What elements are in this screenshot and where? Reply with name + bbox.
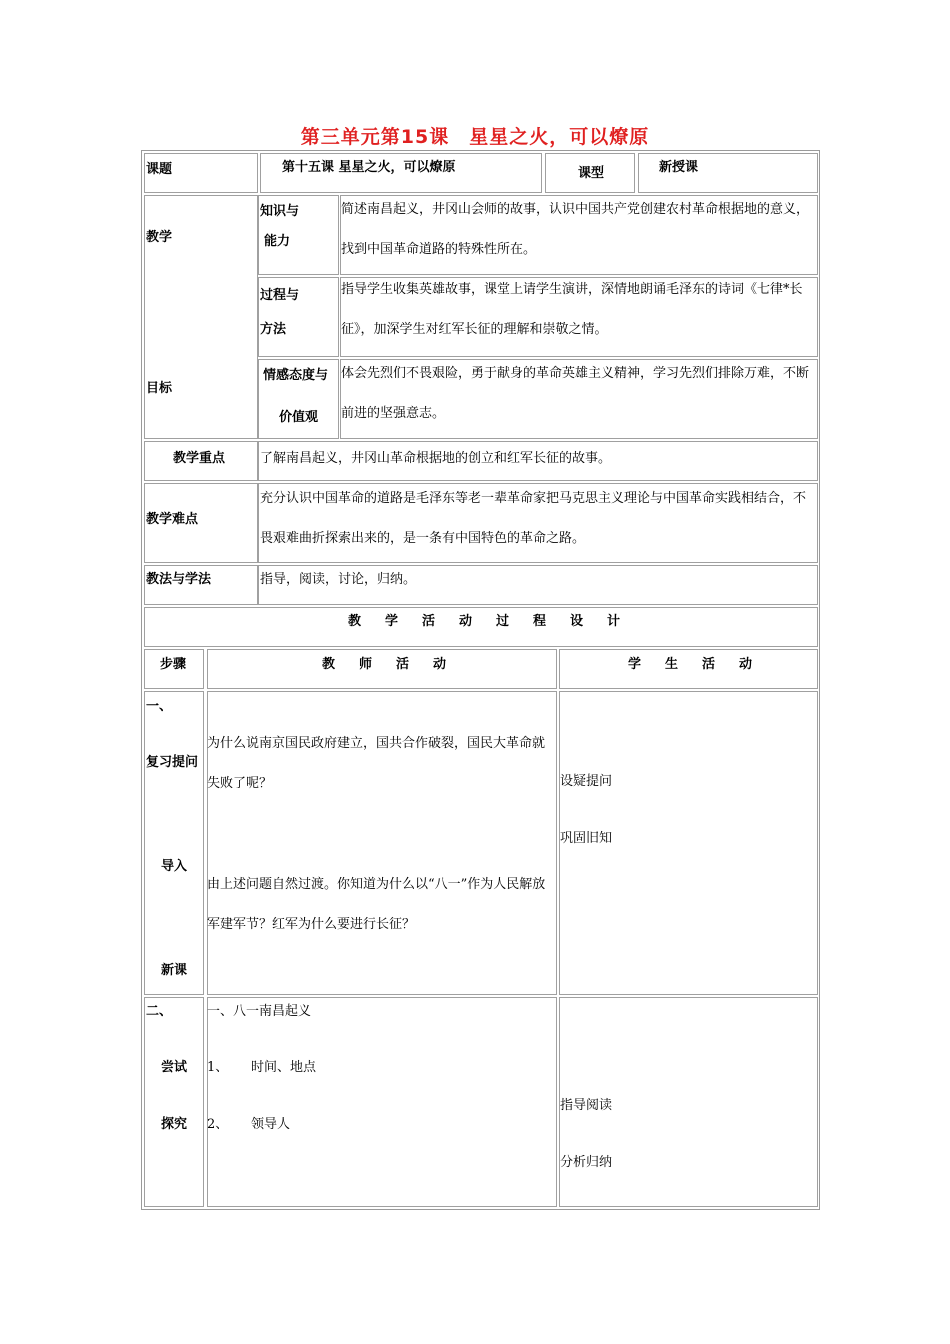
- step2-teacher-head: 一、八一南昌起义: [207, 1004, 312, 1019]
- step2-name-1: 尝试: [161, 1060, 188, 1075]
- goal-knowledge-label-1: 知识与: [260, 204, 300, 219]
- step2-item1-num: 1、: [207, 1060, 229, 1075]
- step1-name-3: 新课: [161, 963, 188, 978]
- step1-student-2: 巩固旧知: [560, 831, 613, 846]
- goals-label-top: 教学: [146, 230, 173, 245]
- step2-name-cell: [144, 997, 204, 1207]
- step1-teacher-q1: 为什么说南京国民政府建立，国共合作破裂，国民大革命就失败了呢？: [207, 736, 546, 791]
- type-label: 课型: [578, 166, 605, 181]
- goal-process-label-2: 方法: [260, 322, 287, 337]
- step2-num: 二、: [146, 1004, 173, 1019]
- difficulties-label: 教学难点: [146, 512, 199, 527]
- step1-student-1: 设疑提问: [560, 774, 613, 789]
- col-student-label: 学生活动: [628, 657, 777, 672]
- goal-knowledge-text: 简述南昌起义，井冈山会师的故事，认识中国共产党创建农村革命根据地的意义，找到中国革命道路的特殊性所在。: [341, 202, 810, 257]
- process-heading: 教学活动过程设计: [348, 614, 645, 629]
- step1-name-1: 复习提问: [146, 755, 199, 770]
- methods-text: 指导，阅读，讨论，归纳。: [260, 572, 417, 587]
- goal-attitude-label-1: 情感态度与: [263, 368, 329, 383]
- step2-name-2: 探究: [161, 1117, 188, 1132]
- step2-student-1: 指导阅读: [560, 1098, 613, 1113]
- step2-item2-num: 2、: [207, 1117, 229, 1132]
- goal-attitude-label-2: 价值观: [279, 410, 319, 425]
- key-points-label: 教学重点: [173, 451, 226, 466]
- step2-item2-text: 领导人: [251, 1117, 291, 1132]
- goal-process-label-1: 过程与: [260, 288, 300, 303]
- type-value: 新授课: [659, 160, 699, 175]
- topic-value: 第十五课 星星之火，可以燎原: [282, 160, 456, 175]
- step1-num: 一、: [146, 699, 173, 714]
- page-title: 第三单元第15课 星星之火，可以燎原: [300, 126, 650, 148]
- step2-teacher-cell: [207, 997, 557, 1207]
- step1-name-cell: [144, 691, 204, 995]
- goal-knowledge-label-2: 能力: [264, 234, 291, 249]
- col-step-label: 步骤: [160, 657, 187, 672]
- goal-attitude-text: 体会先烈们不畏艰险，勇于献身的革命英雄主义精神，学习先烈们排除万难，不断前进的坚强意志。: [341, 366, 810, 421]
- col-teacher-label: 教师活动: [322, 657, 471, 672]
- step1-name-2: 导入: [161, 859, 188, 874]
- step2-item1-text: 时间、地点: [251, 1060, 317, 1075]
- key-points-text: 了解南昌起义，井冈山革命根据地的创立和红军长征的故事。: [260, 451, 612, 466]
- methods-label: 教法与学法: [146, 572, 212, 587]
- step1-teacher-q2: 由上述问题自然过渡。你知道为什么以“八一”作为人民解放军建军节？红军为什么要进行长征？: [207, 877, 546, 932]
- difficulties-text: 充分认识中国革命的道路是毛泽东等老一辈革命家把马克思主义理论与中国革命实践相结合，不畏艰难曲折探索出来的，是一条有中国特色的革命之路。: [260, 491, 807, 546]
- topic-label: 课题: [146, 162, 173, 177]
- goal-process-text: 指导学生收集英雄故事，课堂上请学生演讲，深情地朗诵毛泽东的诗词《七律*长征》，加深学生对红军长征的理解和崇敬之情。: [341, 282, 803, 337]
- step2-student-2: 分析归纳: [560, 1155, 613, 1170]
- goals-label-bottom: 目标: [146, 381, 173, 396]
